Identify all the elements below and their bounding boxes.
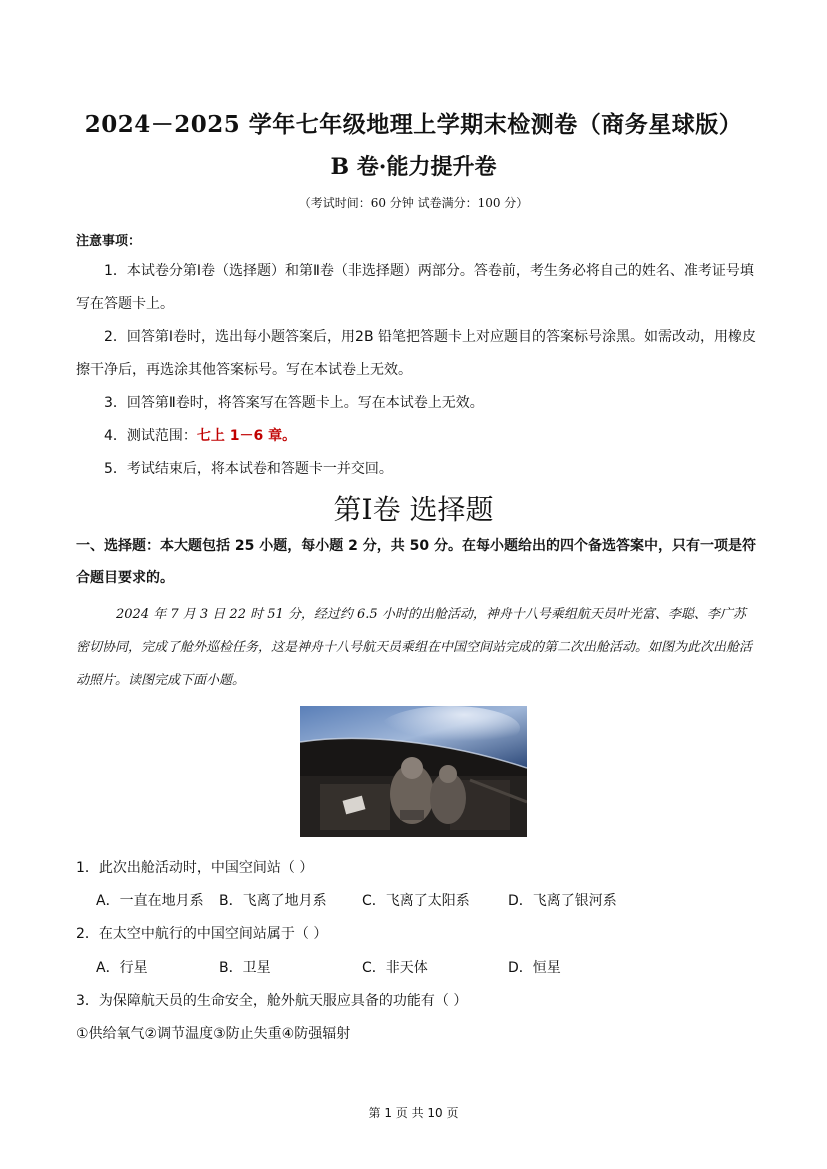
question-2-option-c: C．非天体 — [362, 960, 428, 976]
section-intro: 一、选择题：本大题包括 25 小题，每小题 2 分，共 50 分。在每小题给出的四个备选答案中，只有一项是符合题目要求的。 — [76, 538, 756, 586]
notice-item-4 — [76, 420, 756, 453]
question-1-stem: 1．此次出舱活动时，中国空间站（ ） — [76, 860, 314, 876]
notice-item-2: 2．回答第Ⅰ卷时，选出每小题答案后，用2B 铅笔把答题卡上对应题目的答案标号涂黑。如需改动，用橡皮擦干净后，再选涂其他答案标号。写在本试卷上无效。 — [76, 329, 756, 378]
notice-heading: 注意事项： — [76, 234, 142, 249]
section-title: 第Ⅰ卷 选择题 — [333, 493, 494, 526]
question-1-option-b: B．飞离了地月系 — [219, 893, 327, 909]
question-2-option-d: D．恒星 — [508, 960, 561, 976]
question-3-choices: ①供给氧气②调节温度③防止失重④防强辐射 — [76, 1026, 351, 1042]
question-2-option-a: A．行星 — [96, 960, 148, 976]
page-footer: 第 1 页 共 10 页 — [368, 1106, 459, 1120]
question-3-stem: 3．为保障航天员的生命安全，舱外航天服应具备的功能有（ ） — [76, 993, 468, 1009]
notice-item-1: 1．本试卷分第Ⅰ卷（选择题）和第Ⅱ卷（非选择题）两部分。答卷前，考生务必将自己的姓名、准考证号填写在答题卡上。 — [76, 263, 754, 312]
notice-item-3: 3．回答第Ⅱ卷时，将答案写在答题卡上。写在本试卷上无效。 — [104, 395, 484, 411]
page-subtitle: B 卷·能力提升卷 — [330, 154, 497, 180]
exam-info: （考试时间：60 分钟 试卷满分：100 分） — [298, 196, 529, 210]
question-1-option-a: A．一直在地月系 — [96, 893, 204, 909]
test-range: 七上 1－6 章。 — [196, 428, 297, 444]
spacewalk-photo — [300, 706, 527, 837]
question-1-option-c: C．飞离了太阳系 — [362, 893, 470, 909]
question-1-option-d: D．飞离了银河系 — [508, 893, 617, 909]
notice-item-4-prefix: 4．测试范围： — [104, 428, 197, 444]
notice-item-5: 5．考试结束后，将本试卷和答题卡一并交回。 — [104, 461, 393, 477]
page-title: 2024－2025 学年七年级地理上学期末检测卷（商务星球版） — [84, 111, 743, 138]
question-material: 2024 年 7 月 3 日 22 时 51 分，经过约 6.5 小时的出舱活动，神舟十八号乘组航天员叶光富、李聪、李广苏密切协同，完成了舱外巡检任务，这是神舟十八号航天员乘组在中国空间站完成的第二次出舱活动。如图为此次出舱活动照片。读图完成下面小题。 — [76, 607, 753, 688]
question-2-option-b: B．卫星 — [219, 960, 271, 976]
question-2-stem: 2．在太空中航行的中国空间站属于（ ） — [76, 926, 328, 942]
